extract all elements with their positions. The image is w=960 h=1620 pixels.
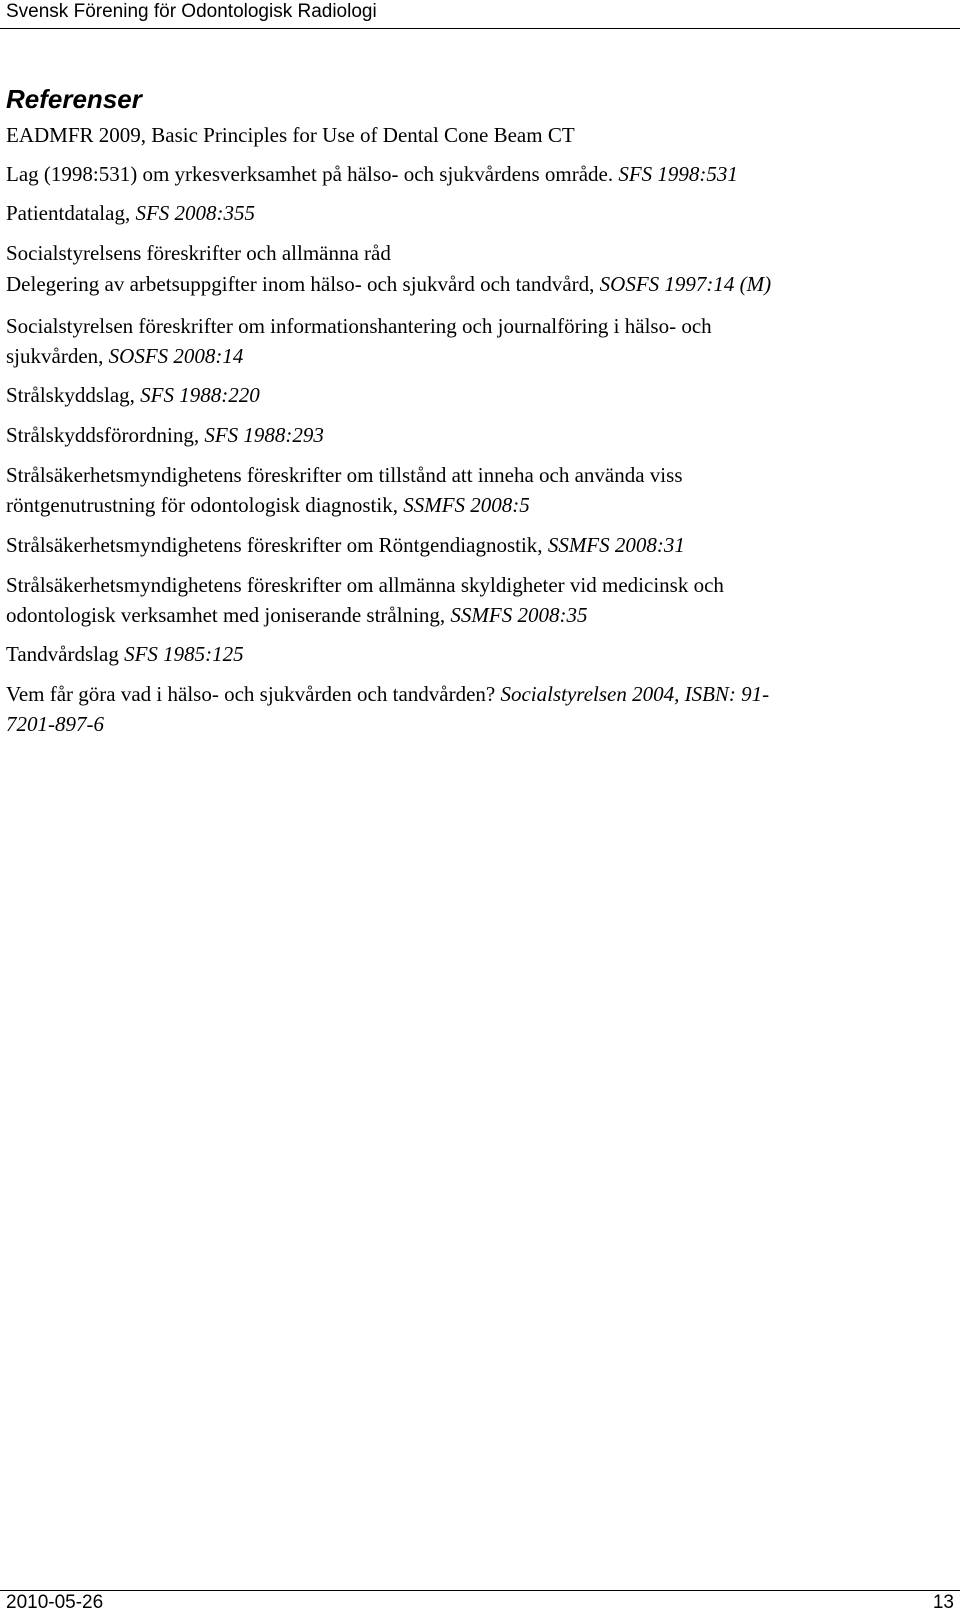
- reference-line: [6, 709, 926, 739]
- reference-citation: SSMFS 2008:31: [547, 533, 685, 557]
- page-number: 13: [932, 1592, 954, 1613]
- reference-citation: SFS 1988:220: [140, 383, 260, 407]
- reference-item: [6, 460, 926, 520]
- reference-text: Delegering av arbetsuppgifter inom hälso- och sjukvård och tandvård,: [6, 272, 600, 296]
- reference-citation: SOSFS 1997:14 (M): [599, 272, 772, 296]
- reference-text: Strålskyddsförordning,: [6, 423, 205, 447]
- reference-citation: SFS 1985:125: [124, 642, 244, 666]
- reference-item: [6, 639, 926, 669]
- reference-citation: SOSFS 2008:14: [108, 344, 244, 368]
- reference-text: Patientdatalag,: [6, 201, 136, 225]
- reference-text: Lag (1998:531) om yrkesverksamhet på hälso- och sjukvårdens område.: [6, 162, 619, 186]
- reference-line: Strålsäkerhetsmyndighetens föreskrifter om allmänna skyldigheter vid medicinsk och: [6, 573, 724, 597]
- reference-text: Strålskyddslag,: [6, 383, 141, 407]
- reference-item: [6, 679, 926, 739]
- reference-text: Socialstyrelsens föreskrifter och allmänna råd: [6, 241, 391, 265]
- reference-line: [6, 679, 926, 709]
- reference-text: Tandvårdslag: [6, 642, 125, 666]
- reference-text: Vem får göra vad i hälso- och sjukvården och tandvården?: [6, 682, 501, 706]
- reference-citation: SFS 2008:355: [135, 201, 256, 225]
- reference-line: Strålsäkerhetsmyndighetens föreskrifter om tillstånd att inneha och använda viss: [6, 463, 683, 487]
- reference-item: [6, 198, 926, 228]
- reference-item: [6, 269, 926, 299]
- reference-citation: SFS 1998:531: [618, 162, 738, 186]
- reference-text: sjukvården,: [6, 344, 109, 368]
- reference-citation: SFS 1988:293: [204, 423, 324, 447]
- reference-citation: SSMFS 2008:5: [403, 493, 530, 517]
- reference-item: [6, 570, 926, 630]
- reference-citation: Socialstyrelsen 2004, ISBN: 91-: [500, 682, 770, 706]
- reference-text: röntgenutrustning för odontologisk diagnostik,: [6, 493, 404, 517]
- footer-date: 2010-05-26: [6, 1592, 104, 1613]
- reference-item: [6, 238, 926, 268]
- reference-line: [6, 600, 926, 630]
- running-header: Svensk Förening för Odontologisk Radiologi: [6, 1, 377, 22]
- section-heading: Referenser: [6, 84, 142, 114]
- reference-item: [6, 530, 926, 560]
- reference-text: odontologisk verksamhet med joniserande strålning,: [6, 603, 451, 627]
- reference-item: [6, 159, 926, 189]
- reference-citation: SSMFS 2008:35: [450, 603, 588, 627]
- reference-item: [6, 380, 926, 410]
- reference-citation: 7201-897-6: [6, 712, 104, 736]
- reference-item: [6, 311, 926, 371]
- reference-line: [6, 490, 926, 520]
- footer-rule: [0, 1590, 960, 1591]
- reference-line: [6, 341, 926, 371]
- reference-text: EADMFR 2009, Basic Principles for Use of Dental Cone Beam CT: [6, 123, 575, 147]
- reference-text: Strålsäkerhetsmyndighetens föreskrifter om Röntgendiagnostik,: [6, 533, 548, 557]
- header-rule: [0, 28, 960, 29]
- reference-line: Socialstyrelsen föreskrifter om informationshantering och journalföring i hälso- och: [6, 314, 712, 338]
- reference-item: [6, 420, 926, 450]
- reference-item: [6, 120, 926, 150]
